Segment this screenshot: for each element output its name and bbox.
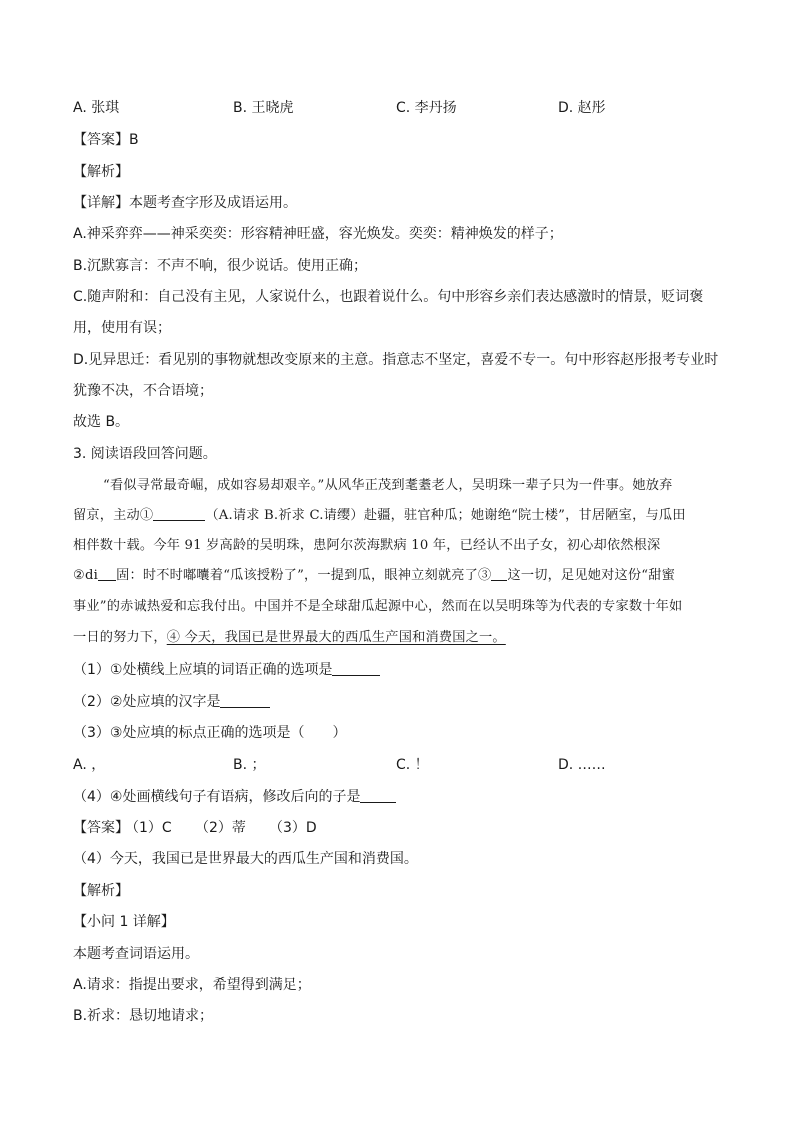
sub-3-option-b: B. ； [233,757,266,773]
passage-line-4-mid: 固：时不时嘟囔着“瓜该授粉了”，一提到瓜，眼神立刻就亮了③ [116,568,492,583]
sub-3-option-d: D. …… [558,757,606,773]
q2-options [73,98,723,118]
q3-sub-detail-text: 本题考查词语运用。 [73,946,199,962]
q2-explain-b: B.沉默寡言：不声不响，很少说话。使用正确； [73,258,368,274]
q3-answer-1: （1）C [125,820,172,836]
blank-1[interactable] [153,506,205,521]
q2-option-a: A. 张琪 [73,100,120,116]
sub-3-option-a: A. ， [73,757,106,773]
passage-line-1: “看似寻常最奇崛，成如容易却艰辛。”从风华正茂到耄耋老人，吴明珠一辈子只为一件事。她放弃 [103,478,673,493]
q3-sub-1 [73,660,380,680]
q2-analysis-label: 【解析】 [73,164,129,180]
passage-line-2-end: （A.请求 B.祈求 C.请缨）赴疆，驻官种瓜；她谢绝“院士楼”，甘居陋室，与瓜田 [205,508,686,523]
sub-2-blank[interactable] [220,693,270,708]
q2-explain-c: C.随声附和：自己没有主见，人家说什么，也跟着说什么。句中形容乡亲们表达感激时的情景，贬词褒 [73,289,704,305]
q3-explain-a: A.请求：指提出要求，希望得到满足； [73,977,311,993]
sub-3-option-c: C. ！ [396,757,429,773]
q3-answer [73,818,723,838]
passage-line-4-end: 这一切，足见她对这份“甜蜜 [507,568,676,583]
passage-line-5: 事业”的赤诚热爱和忘我付出。中国并不是全球甜瓜起源中心，然而在以吴明珠等为代表的专家数十年如 [73,599,683,614]
q2-answer: 【答案】B [73,132,139,148]
q3-sub-3-options [73,755,723,775]
passage-line-6-start: 一日的努力下， [73,630,167,645]
q3-sub-3: （3）③处应填的标点正确的选项是（ ） [73,725,347,741]
passage-line-3: 相伴数十载。今年 91 岁高龄的吴明珠，患阿尔茨海默病 10 年，已经认不出子女，初心却依然根深 [73,538,661,553]
q2-conclusion: 故选 B。 [73,414,130,430]
q3-analysis-label: 【解析】 [73,883,129,899]
passage-line-6 [73,628,506,648]
sub-4-blank[interactable] [360,788,396,803]
q3-answer-3: （3）D [269,820,317,836]
q3-sub-4-text: （4）④处画横线句子有语病，修改后向的子是 [73,789,361,805]
q3-sub-detail-heading: 【小问 1 详解】 [73,914,175,930]
q2-option-d: D. 赵彤 [558,100,606,116]
q2-explain-d: D.见异思迁：看见别的事物就想改变原来的主意。指意志不坚定，喜爱不专一。句中形容赵彤报考专业时 [73,352,719,368]
passage-line-2-start: 留京，主动① [73,508,154,523]
q2-explain-c-cont: 用，使用有误； [73,320,171,336]
sub-1-blank[interactable] [332,661,380,676]
q3-answer-label: 【答案】 [73,820,129,836]
q3-explain-b: B.祈求：恳切地请求； [73,1008,214,1024]
q3-sub-4 [73,787,396,807]
underlined-sentence: ④ 今天，我国已是世界最大的西瓜生产国和消费国之一。 [166,630,506,645]
q3-answer-2: （2）蒂 [195,820,246,836]
q2-explain-d-cont: 犹豫不决，不合语境； [73,383,213,399]
q3-title: 3. 阅读语段回答问题。 [73,446,217,462]
blank-2[interactable] [98,566,116,581]
q3-sub-2 [73,692,270,712]
q2-option-b: B. 王晓虎 [233,100,294,116]
q3-sub-2-text: （2）②处应填的汉字是 [73,694,221,710]
blank-3[interactable] [491,566,507,581]
q2-option-c: C. 李丹扬 [396,100,457,116]
q3-sub-1-text: （1）①处横线上应填的词语正确的选项是 [73,662,333,678]
passage-line-4 [73,566,675,586]
q2-explain-a: A.神采弈弈——神采奕奕：形容精神旺盛，容光焕发。奕奕：精神焕发的样子； [73,226,563,242]
q3-answer-4: （4）今天，我国已是世界最大的西瓜生产国和消费国。 [73,851,418,867]
passage-line-2 [73,506,686,526]
passage-line-4-start: ②di [73,568,99,583]
q2-detail: 【详解】本题考查字形及成语运用。 [73,195,297,211]
